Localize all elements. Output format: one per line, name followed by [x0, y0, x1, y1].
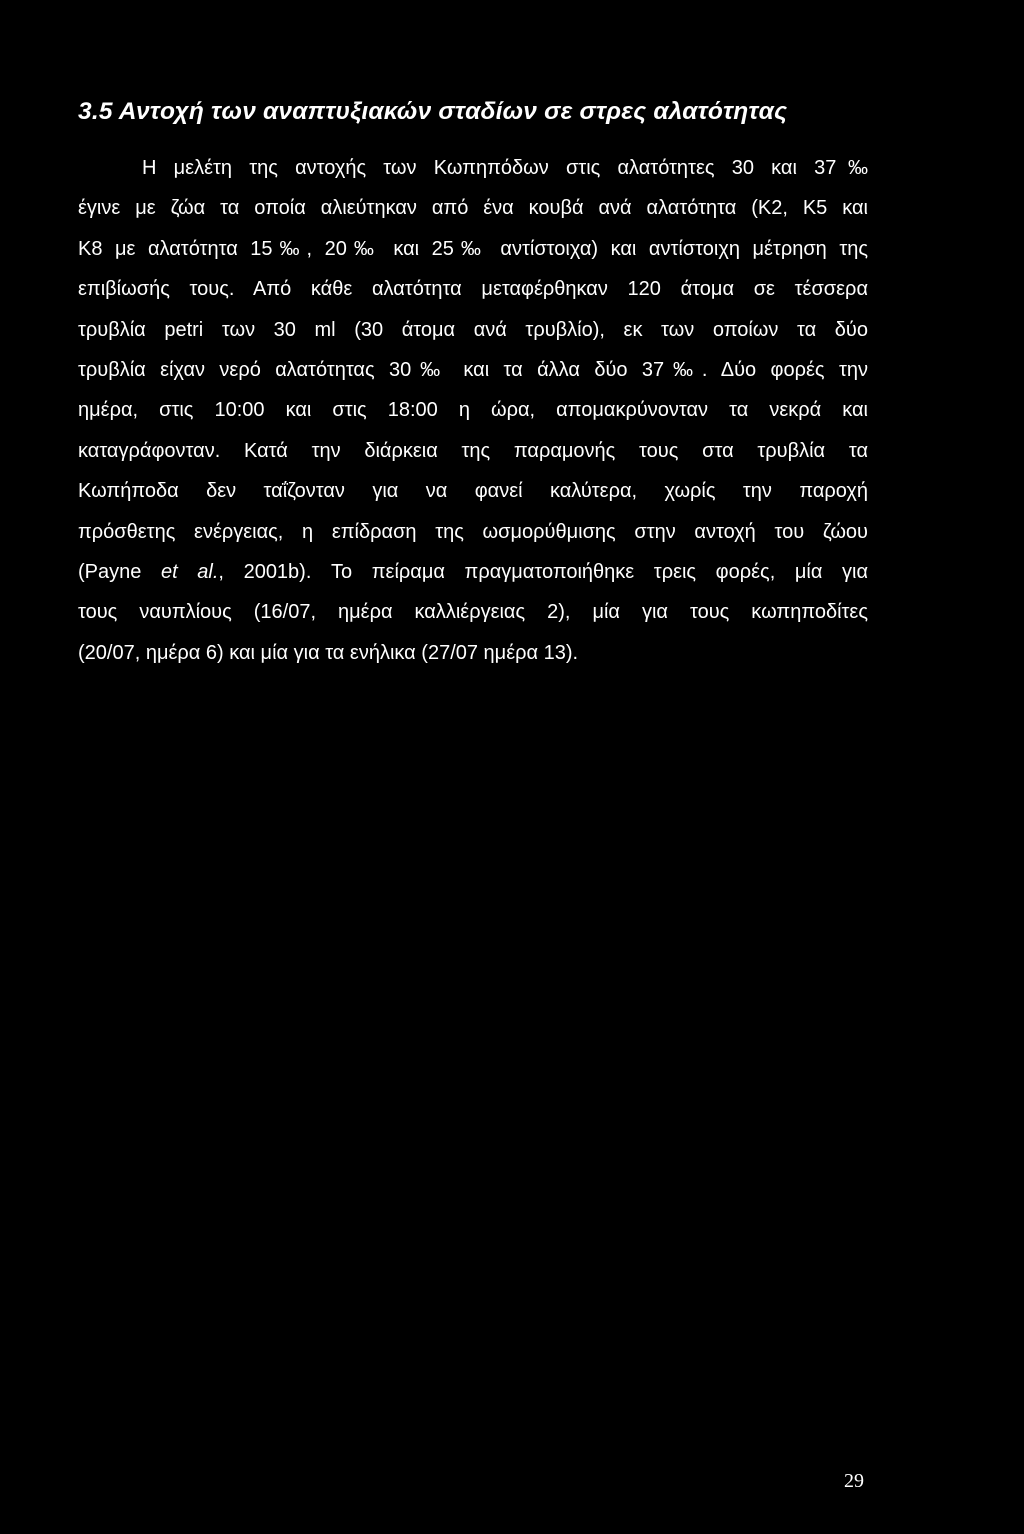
paragraph-line: καταγράφονταν. Κατά την διάρκεια της παραμονής τους στα τρυβλία τα — [78, 439, 868, 462]
paragraph-line: Κωπήποδα δεν ταΐζονταν για να φανεί καλύτερα, χωρίς την παροχή — [78, 480, 868, 503]
paragraph-line: επιβίωσής τους. Από κάθε αλατότητα μεταφέρθηκαν 120 άτομα σε τέσσερα — [78, 278, 868, 301]
paragraph-line: Κ8 με αλατότητα 15‰, 20‰ και 25‰ αντίστοιχα) και αντίστοιχη μέτρηση της — [78, 237, 868, 260]
paragraph-line: τους ναυπλίους (16/07, ημέρα καλλιέργειας 2), μία για τους κωπηποδίτες — [78, 601, 868, 624]
citation-et-al: et al. — [160, 560, 219, 583]
paragraph-line: τρυβλία petri των 30 ml (30 άτομα ανά τρυβλίο), εκ των οποίων τα δύο — [78, 318, 868, 341]
paragraph-line: (20/07, ημέρα 6) και μία για τα ενήλικα (27/07 ημέρα 13). — [78, 641, 579, 664]
paragraph-line: Η μελέτη της αντοχής των Κωπηπόδων στις αλατότητες 30 και 37‰ — [142, 157, 868, 179]
body-paragraph — [78, 148, 868, 673]
paragraph-line: τρυβλία είχαν νερό αλατότητας 30‰ και τα άλλα δύο 37‰. Δύο φορές την — [78, 358, 868, 381]
section-heading: 3.5 Αντοχή των αναπτυξιακών σταδίων σε στρες αλατότητας — [78, 98, 788, 125]
page-number: 29 — [844, 1470, 864, 1492]
paragraph-line: (Payne et al., 2001b). Το πείραμα πραγματοποιήθηκε τρεις φορές, μία για — [78, 560, 869, 583]
paragraph-line: ημέρα, στις 10:00 και στις 18:00 η ώρα, απομακρύνονταν τα νεκρά και — [78, 399, 868, 422]
paragraph-line: έγινε με ζώα τα οποία αλιεύτηκαν από ένα κουβά ανά αλατότητα (Κ2, Κ5 και — [78, 197, 868, 220]
paragraph-line: πρόσθετης ενέργειας, η επίδραση της ωσμορύθμισης στην αντοχή του ζώου — [78, 520, 868, 543]
